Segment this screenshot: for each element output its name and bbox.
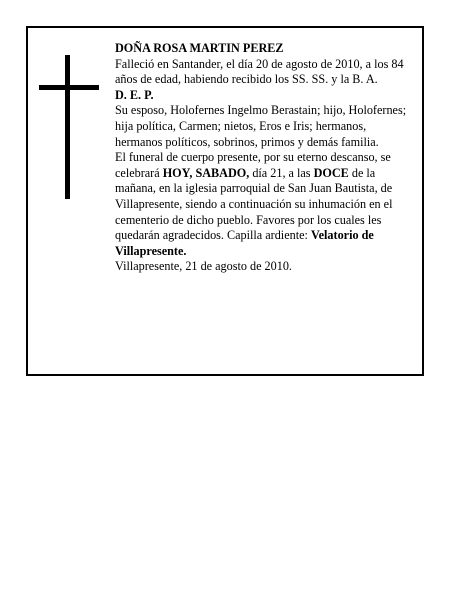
chapel-name: Velatorio de Villapresente. <box>115 228 374 258</box>
funeral-date-part: día 21, a las <box>249 165 314 180</box>
death-notice: Falleció en Santander, el día 20 de agosto de 2010, a los 84 años de edad, habiendo recibido los SS. SS. y la B. A. <box>115 56 404 87</box>
deceased-name: DOÑA ROSA MARTIN PEREZ <box>115 41 284 55</box>
obituary-notice <box>26 26 424 376</box>
funeral-details <box>115 150 412 259</box>
cross-horizontal-bar <box>39 85 99 90</box>
obituary-text <box>115 41 412 275</box>
rip-heading: D. E. P. <box>115 87 154 102</box>
funeral-hour: DOCE <box>313 165 349 180</box>
funeral-location: de la mañana, en la iglesia parroquial de San Juan Bautista, de Villapresente, siendo a continuación su inhumación en el cementerio de dicho pueblo. Favores por los cuales les quedarán agradecidos. Capilla ardiente: <box>115 165 393 243</box>
family-list: Su esposo, Holofernes Ingelmo Berastain; hijo, Holofernes; hija política, Carmen; nietos, Eros e Iris; hermanos, hermanos políticos, sobrinos, primos y demás familia. <box>115 103 407 149</box>
funeral-intro: El funeral de cuerpo presente, por su eterno descanso, se celebrará <box>115 150 391 180</box>
place-date: Villapresente, 21 de agosto de 2010. <box>115 259 292 274</box>
cross-vertical-bar <box>65 55 70 199</box>
funeral-day: HOY, SABADO, <box>162 165 250 180</box>
cross-icon <box>39 55 99 199</box>
